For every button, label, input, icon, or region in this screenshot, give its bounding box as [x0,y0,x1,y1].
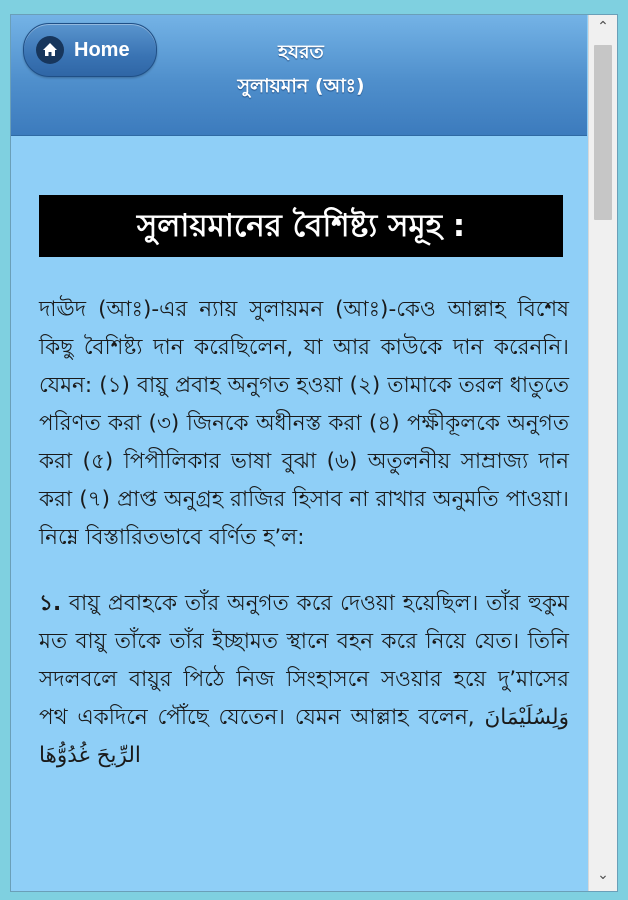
app-window [10,14,618,892]
scroll-down-icon[interactable]: ⌄ [597,867,609,883]
title-line-2: সুলায়মান (আঃ) [237,75,365,97]
section-heading: সুলায়মানের বৈশিষ্ট্য সমূহ : [39,195,563,257]
home-icon [36,36,64,64]
header-bar [11,15,587,136]
home-label: Home [74,38,130,61]
point-1-paragraph [39,585,569,775]
title-line-1: হযরত [278,41,324,63]
intro-paragraph: দাঊদ (আঃ)-এর ন্যায় সুলায়মন (আঃ)-কেও আল্লাহ বিশেষ কিছু বৈশিষ্ট্য দান করেছিলেন, যা আর কাউকে দান করেননি। যেমন: (১) বায়ু প্রবাহ অনুগত হওয়া (২) তামাকে তরল ধাতুতে পরিণত করা (৩) জিনকে অধীনস্ত করা (৪) পক্ষীকূলকে অনুগত করা (৫) পিপীলিকার ভাষা বুঝা (৬) অতুলনীয় সাম্রাজ্য দান করা (৭) প্রাপ্ত অনুগ্রহ রাজির হিসাব না রাখার অনুমতি পাওয়া। নিম্নে বিস্তারিতভাবে বর্ণিত হ’ল: [39,297,569,550]
home-button[interactable] [23,23,157,77]
point-1-text: বায়ু প্রবাহকে তাঁর অনুগত করে দেওয়া হয়েছিল। তাঁর হুকুম মত বায়ু তাঁকে তাঁর ইচ্ছামত স্থানে বহন করে নিয়ে যেত। তিনি সদলবলে বায়ুর পিঠে নিজ সিংহাসনে সওয়ার হয়ে দু’মাসের পথ একদিনে পৌঁছে যেতেন। যেমন আল্লাহ বলেন, وَلِسُلَيْمَانَ الرِّيحَ غُدُوُّهَا [39,591,569,768]
point-number: ১. [39,591,62,616]
article-content [39,195,569,803]
vertical-scrollbar[interactable] [588,15,617,891]
scroll-thumb[interactable] [594,45,612,220]
page-title [161,35,441,103]
scroll-up-icon[interactable]: ⌃ [597,19,609,35]
